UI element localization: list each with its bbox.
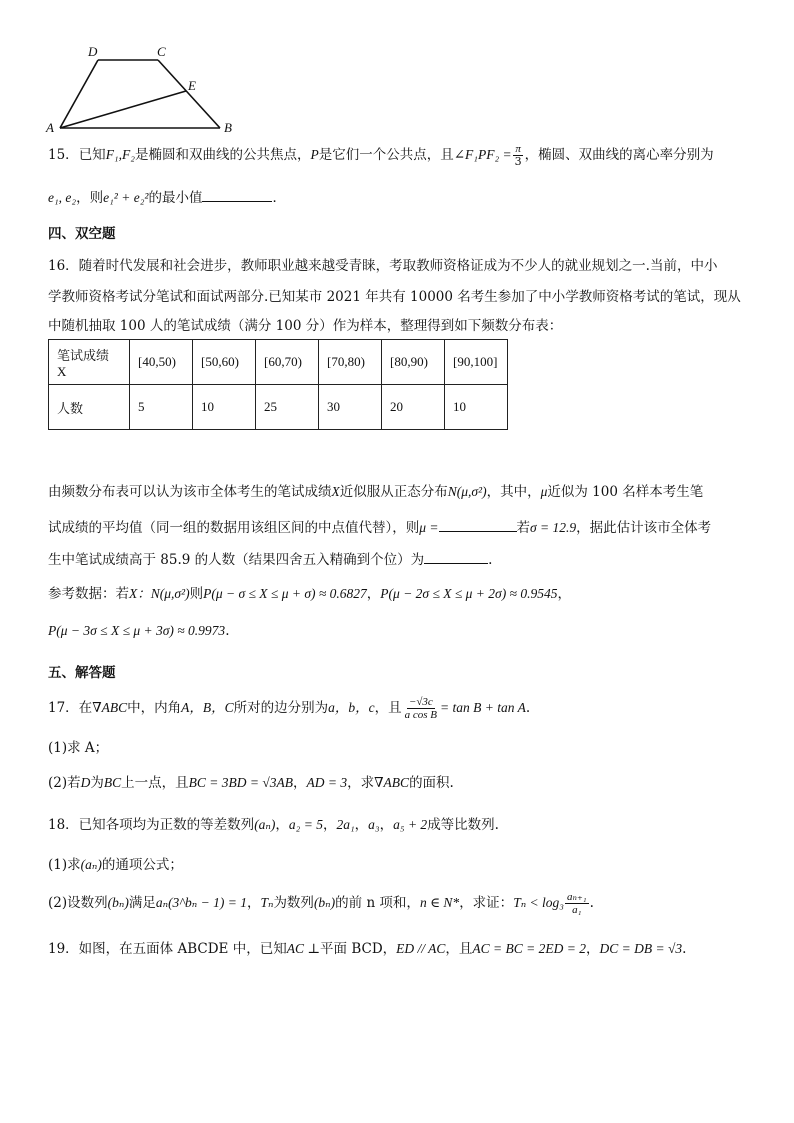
q15-text: 已知 [78,147,106,163]
ac-perp: AC ⊥ [286,941,321,956]
var-x: X [331,484,340,499]
term-2a1: 2a₁ [336,817,355,832]
frac-num: π [515,143,521,155]
seq-b: (bₙ) [107,895,129,910]
ref-distribution: X：N(μ,σ²) [129,586,190,601]
q16-line3: 中随机抽取 100 人的笔试成绩（满分 100 分）作为样本，整理得到如下频数分布表： [48,318,563,334]
answer-blank-mu[interactable] [439,519,517,532]
text: 生中笔试成绩高于 85.9 的人数（结果四舍五入精确到个位）为 [48,552,425,568]
text: 的面积. [409,775,454,791]
text: . [225,623,230,639]
ed-parallel: ED // AC [396,941,446,956]
sigma-value: σ = 12.9 [530,520,577,535]
table-row [49,340,508,385]
term-a5-plus-2: a₅ + 2 [393,817,428,832]
length-eq: AC = BC = 2ED = 2 [472,941,586,956]
tn: Tₙ [260,895,274,910]
text: 参考数据：若 [48,586,129,602]
frac-num: aₙ₊₁ [566,891,587,903]
text: ， [557,586,571,602]
q15-expression: e₁² + e₂² [103,190,149,205]
section-4-heading: 四、双空题 [48,226,116,242]
text: ， [293,775,307,791]
table-cell: [40,50) [130,340,193,385]
text: 的前 n 项和， [335,895,420,911]
text: 近似服从正态分布 [339,484,448,500]
answer-blank[interactable] [202,189,272,202]
table-cell: [80,90) [382,340,445,385]
ref-prob-2: P(μ − 2σ ≤ X ≤ μ + 2σ) ≈ 0.9545 [380,586,558,601]
text: ，求证： [459,895,514,911]
table-cell: 10 [445,385,508,430]
sides: a，b，c [328,700,375,715]
text: ，且 [374,700,402,716]
triangle-abc: ∇ABC [92,700,128,715]
frequency-table [48,339,508,430]
frac-den: a₁ [572,904,582,916]
q15-text: 的最小值 [148,190,203,206]
q19-line [48,937,686,957]
text: 则 [189,586,204,602]
text: 中，内角 [127,700,182,716]
table-header-score: 笔试成绩 X [49,340,130,385]
text: ，求 [347,775,375,791]
ref-prob-3: P(μ − 3σ ≤ X ≤ μ + 3σ) ≈ 0.9973 [48,623,226,638]
table-row [49,385,508,430]
q15-text: ，则 [76,190,104,206]
var-mu: μ [540,484,548,499]
q15-point-p: P [310,147,319,162]
table-cell: [70,80) [319,340,382,385]
trapezoid-figure [40,40,250,140]
q17-part2 [48,771,454,791]
q18-part2 [48,891,594,916]
text: 为 [90,775,104,791]
text: (2)设数列 [48,895,108,911]
q17-part1: (1)求 A； [48,740,109,756]
table-cell: 20 [382,385,445,430]
ad-eq: AD = 3 [306,775,348,790]
q17-fraction [403,696,439,721]
text: . [488,552,493,568]
text: 上一点，且 [121,775,189,791]
text: 所对的边分别为 [233,700,329,716]
text: 试成绩的平均值（同一组的数据用该组区间的中点值代替），则 [48,520,420,536]
q15-line2 [48,186,286,206]
segment-cb [158,60,220,128]
text: . [682,941,687,957]
text: 平面 BCD， [320,941,397,957]
normal-dist: N(μ,σ²) [447,484,487,499]
q16-reference-line1 [48,582,571,602]
length-eq: BC = 3BD = √3AB [188,775,294,790]
text: 的通项公式； [101,857,183,873]
q16-para-line1 [48,480,703,500]
text: ， [275,817,289,833]
mu-equals: μ = [419,520,439,535]
text: . [525,700,531,716]
text: ， [246,895,261,911]
q16-line1: 16．随着时代发展和社会进步，教师职业越来越受青睐，考取教师资格证成为不少人的就业规划之一.当前，中小 [48,258,718,274]
label-a: A [46,120,54,135]
segment-ae [60,91,186,128]
dc-eq: DC = DB = √3 [599,941,683,956]
label-b: B [224,120,232,135]
q15-text: 是它们一个公共点，且 [318,147,454,163]
text: 近似为 100 名样本考生笔 [547,484,704,500]
text: ，其中， [486,484,541,500]
frac-den: a cos B [404,709,438,721]
text: . [589,895,594,911]
q15-text: ，椭圆、双曲线的离心率分别为 [524,147,714,163]
q15-end: ． [272,190,286,206]
text: 若 [516,520,531,536]
label-e: E [188,78,196,93]
table-header-count: 人数 [49,385,130,430]
q17-line [48,696,530,721]
frac-den: 3 [514,155,522,168]
segment-bc: BC [103,775,122,790]
table-cell: [90,100] [445,340,508,385]
point-d: D [80,775,91,790]
q16-line2: 学教师资格考试分笔试和面试两部分.已知某市 2021 年共有 10000 名考生参加了中小学教师资格考试的笔试，现从 [48,289,741,305]
text: 19．如图，在五面体 ABCDE 中，已知 [48,941,287,957]
frac-num: −√3c [408,696,433,708]
term-a3: a₃ [368,817,380,832]
text: 由频数分布表可以认为该市全体考生的笔试成绩 [48,484,332,500]
q15-foci: F₁,F₂ [105,147,135,162]
text: 为数列 [273,895,314,911]
text: (1)求 [48,857,81,873]
seq-b: (bₙ) [313,895,336,910]
log-expr: Tₙ < log₃ [513,895,564,910]
q16-reference-line2 [48,623,229,639]
q15-eccentricities: e₁, e₂ [48,190,77,205]
angles: A，B，C [181,700,234,715]
q18-part1 [48,853,183,873]
text: ， [379,817,394,833]
text: 18．已知各项均为正数的等差数列 [48,817,255,833]
section-5-heading: 五、解答题 [48,665,116,681]
q15-number: 15． [48,147,79,163]
q16-para-line3 [48,548,492,568]
seq-a: (aₙ) [254,817,276,832]
text: ， [322,817,337,833]
triangle-abc: ∇ABC [374,775,410,790]
text: ， [366,586,381,602]
label-c: C [157,44,166,59]
text: (2)若 [48,775,81,791]
text: ，且 [445,941,473,957]
table-cell: 5 [130,385,193,430]
q15-pi-over-3 [513,143,524,168]
seq-a: (aₙ) [80,857,102,872]
q16-para-line2 [48,516,711,536]
relation: aₙ(3^bₙ − 1) = 1 [155,895,247,910]
table-cell: [50,60) [193,340,256,385]
text: 17．在 [48,700,93,716]
text: ，据此估计该市全体考 [576,520,712,536]
text: ， [354,817,369,833]
table-cell: [60,70) [256,340,319,385]
answer-blank-count[interactable] [424,551,488,564]
table-cell: 30 [319,385,382,430]
q15-text: 是椭圆和双曲线的公共焦点， [134,147,311,163]
q18-line [48,813,499,833]
n-natural: n ∈ N* [419,895,460,910]
table-cell: 25 [256,385,319,430]
q18-fraction [565,891,589,916]
text: 成等比数列. [427,817,499,833]
label-d: D [88,44,98,59]
q15-line1 [48,143,714,168]
text: 满足 [128,895,156,911]
ref-prob-1: P(μ − σ ≤ X ≤ μ + σ) ≈ 0.6827 [203,586,367,601]
tan-sum: = tan B + tan A [440,700,526,715]
a2-eq: a₂ = 5 [288,817,323,832]
q15-angle: ∠F₁PF₂ = [453,147,512,162]
text: ， [586,941,600,957]
table-cell: 10 [193,385,256,430]
